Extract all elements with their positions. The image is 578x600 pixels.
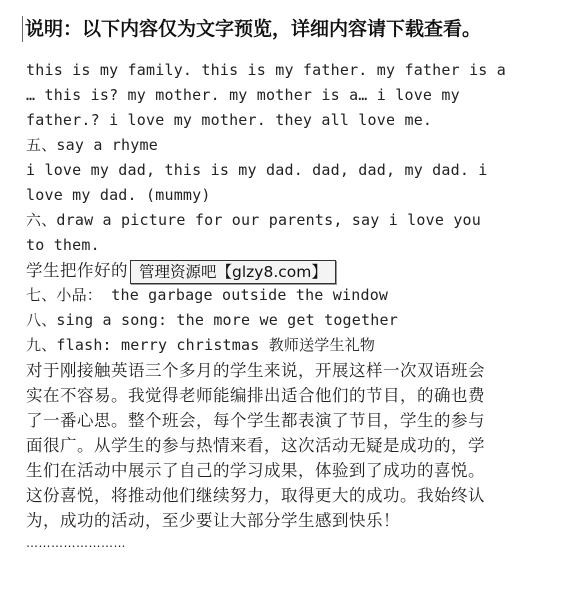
paragraph-line: 这份喜悦，将推动他们继续努力，取得更大的成功。我始终认 <box>26 486 485 505</box>
text-line: to them. <box>26 236 100 254</box>
section-heading: 七、小品： the garbage outside the window <box>26 286 389 304</box>
text-line: … this is? my mother. my mother is a… i love my <box>26 86 460 104</box>
ellipsis-dots: …………………… <box>26 536 126 550</box>
section-heading: 五、say a rhyme <box>26 136 158 154</box>
section-heading: 九、flash: merry christmas 教师送学生礼物 <box>26 336 376 354</box>
paragraph-line: 对于刚接触英语三个多月的学生来说，开展这样一次双语班会 <box>26 361 485 380</box>
paragraph-line: 为，成功的活动，至少要让大部分学生感到快乐！ <box>26 511 400 530</box>
paragraph-line: 面很广。从学生的参与热情来看，这次活动无疑是成功的，学 <box>26 436 485 455</box>
line-prefix: 学生把作好的 <box>26 261 128 280</box>
paragraph-line: 生们在活动中展示了自己的学习成果，体验到了成功的喜悦。 <box>26 461 485 480</box>
preview-notice: 说明：以下内容仅为文字预览，详细内容请下载查看。 <box>22 16 481 42</box>
text-line: this is my family. this is my father. my father is a <box>26 61 506 79</box>
text-line-with-stamp <box>26 258 561 283</box>
watermark-stamp: 管理资源吧【glzy8.com】 <box>130 260 336 284</box>
text-line: father.? i love my mother. they all love me. <box>26 111 433 129</box>
section-heading: 八、sing a song: the more we get together <box>26 311 398 329</box>
paragraph-line: 了一番心思。整个班会，每个学生都表演了节目，学生的参与 <box>26 411 485 430</box>
text-line: i love my dad, this is my dad. dad, dad, my dad. i <box>26 161 488 179</box>
text-line: love my dad. (mummy) <box>26 186 211 204</box>
document-body <box>26 58 561 558</box>
section-heading: 六、draw a picture for our parents, say i love you <box>26 211 482 229</box>
paragraph-line: 实在不容易。我觉得老师能编排出适合他们的节目，的确也费 <box>26 386 485 405</box>
